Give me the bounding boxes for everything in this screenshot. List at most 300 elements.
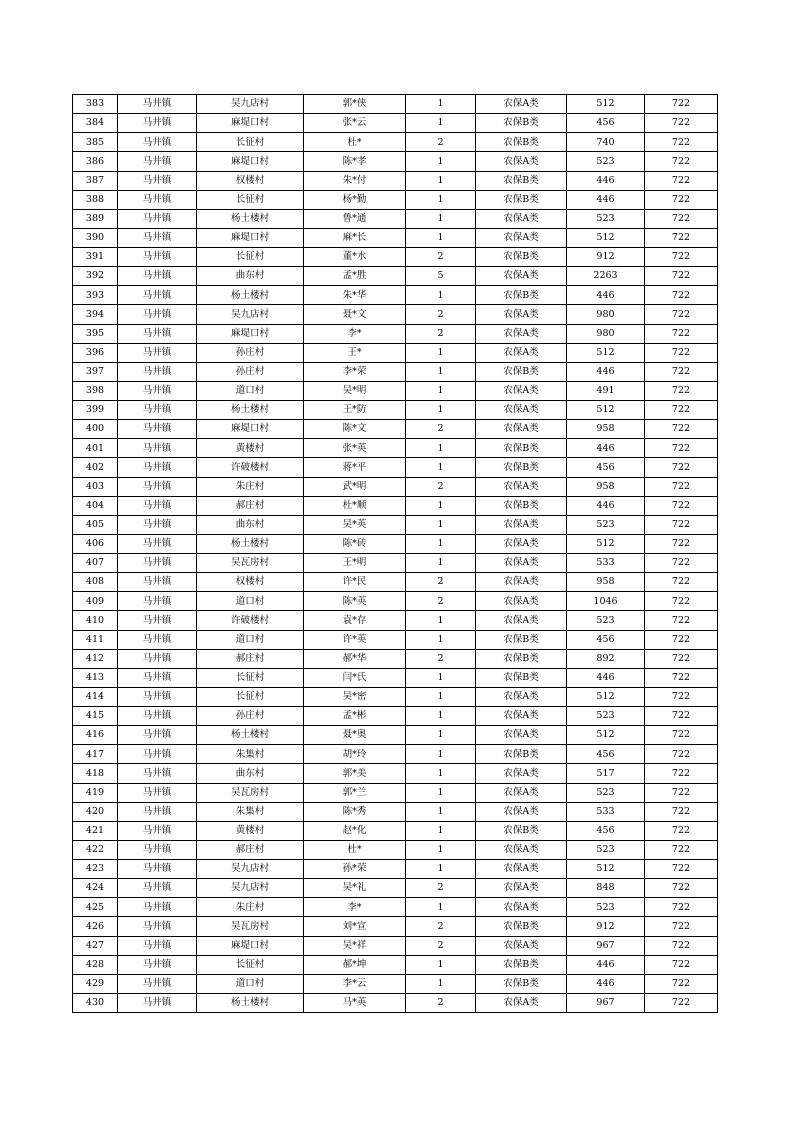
- town-cell: 马井镇: [118, 133, 197, 152]
- town-cell: 马井镇: [118, 458, 197, 477]
- amount-cell: 740: [567, 133, 645, 152]
- standard-cell: 722: [645, 152, 718, 171]
- insurance-category-cell: 农保A类: [476, 592, 567, 611]
- insurance-category-cell: 农保A类: [476, 573, 567, 592]
- name-cell: 李*荣: [304, 362, 406, 381]
- name-cell: 张*英: [304, 439, 406, 458]
- household-size-cell: 2: [406, 592, 476, 611]
- name-cell: 陈*文: [304, 420, 406, 439]
- table-row: [73, 764, 718, 783]
- household-size-cell: 2: [406, 305, 476, 324]
- name-cell: 陈*英: [304, 592, 406, 611]
- amount-cell: 456: [567, 821, 645, 840]
- name-cell: 吴*密: [304, 687, 406, 706]
- name-cell: 蒋*平: [304, 458, 406, 477]
- standard-cell: 722: [645, 668, 718, 687]
- household-size-cell: 1: [406, 95, 476, 114]
- table-row: [73, 305, 718, 324]
- household-size-cell: 1: [406, 611, 476, 630]
- town-cell: 马井镇: [118, 324, 197, 343]
- standard-cell: 722: [645, 936, 718, 955]
- serial-number-cell: 421: [73, 821, 118, 840]
- standard-cell: 722: [645, 840, 718, 859]
- serial-number-cell: 406: [73, 534, 118, 553]
- amount-cell: 958: [567, 477, 645, 496]
- village-cell: 吴瓦房村: [197, 554, 304, 573]
- standard-cell: 722: [645, 343, 718, 362]
- household-size-cell: 1: [406, 860, 476, 879]
- town-cell: 马井镇: [118, 630, 197, 649]
- town-cell: 马井镇: [118, 554, 197, 573]
- serial-number-cell: 418: [73, 764, 118, 783]
- town-cell: 马井镇: [118, 764, 197, 783]
- standard-cell: 722: [645, 477, 718, 496]
- town-cell: 马井镇: [118, 726, 197, 745]
- insurance-category-cell: 农保A类: [476, 726, 567, 745]
- name-cell: 麻*长: [304, 228, 406, 247]
- serial-number-cell: 383: [73, 95, 118, 114]
- table-row: [73, 228, 718, 247]
- insurance-category-cell: 农保A类: [476, 898, 567, 917]
- standard-cell: 722: [645, 821, 718, 840]
- table-row: [73, 592, 718, 611]
- insurance-category-cell: 农保A类: [476, 381, 567, 400]
- table-row: [73, 630, 718, 649]
- village-cell: 杨土楼村: [197, 401, 304, 420]
- serial-number-cell: 397: [73, 362, 118, 381]
- insurance-category-cell: 农保A类: [476, 95, 567, 114]
- town-cell: 马井镇: [118, 649, 197, 668]
- insurance-category-cell: 农保A类: [476, 228, 567, 247]
- town-cell: 马井镇: [118, 439, 197, 458]
- town-cell: 马井镇: [118, 228, 197, 247]
- beneficiary-table: [72, 94, 718, 1013]
- village-cell: 曲东村: [197, 515, 304, 534]
- table-row: [73, 649, 718, 668]
- standard-cell: 722: [645, 362, 718, 381]
- name-cell: 闫*氏: [304, 668, 406, 687]
- insurance-category-cell: 农保A类: [476, 687, 567, 706]
- town-cell: 马井镇: [118, 305, 197, 324]
- village-cell: 杨土楼村: [197, 534, 304, 553]
- table-row: [73, 879, 718, 898]
- name-cell: 武*明: [304, 477, 406, 496]
- village-cell: 朱庄村: [197, 898, 304, 917]
- table-row: [73, 458, 718, 477]
- insurance-category-cell: 农保A类: [476, 420, 567, 439]
- table-row: [73, 745, 718, 764]
- household-size-cell: 1: [406, 955, 476, 974]
- town-cell: 马井镇: [118, 515, 197, 534]
- name-cell: 朱*付: [304, 171, 406, 190]
- village-cell: 孙庄村: [197, 362, 304, 381]
- insurance-category-cell: 农保B类: [476, 496, 567, 515]
- insurance-category-cell: 农保B类: [476, 171, 567, 190]
- serial-number-cell: 413: [73, 668, 118, 687]
- village-cell: 杨土楼村: [197, 286, 304, 305]
- village-cell: 麻堤口村: [197, 936, 304, 955]
- standard-cell: 722: [645, 458, 718, 477]
- amount-cell: 1046: [567, 592, 645, 611]
- insurance-category-cell: 农保A类: [476, 209, 567, 228]
- amount-cell: 512: [567, 860, 645, 879]
- town-cell: 马井镇: [118, 783, 197, 802]
- name-cell: 聂*奥: [304, 726, 406, 745]
- household-size-cell: 2: [406, 248, 476, 267]
- standard-cell: 722: [645, 592, 718, 611]
- amount-cell: 512: [567, 534, 645, 553]
- town-cell: 马井镇: [118, 248, 197, 267]
- table-row: [73, 439, 718, 458]
- standard-cell: 722: [645, 515, 718, 534]
- town-cell: 马井镇: [118, 171, 197, 190]
- name-cell: 鲁*通: [304, 209, 406, 228]
- household-size-cell: 1: [406, 630, 476, 649]
- table-row: [73, 917, 718, 936]
- amount-cell: 523: [567, 152, 645, 171]
- standard-cell: 722: [645, 573, 718, 592]
- village-cell: 麻堤口村: [197, 228, 304, 247]
- village-cell: 杨土楼村: [197, 726, 304, 745]
- name-cell: 李*云: [304, 974, 406, 993]
- household-size-cell: 1: [406, 171, 476, 190]
- household-size-cell: 1: [406, 707, 476, 726]
- serial-number-cell: 428: [73, 955, 118, 974]
- table-row: [73, 343, 718, 362]
- amount-cell: 892: [567, 649, 645, 668]
- standard-cell: 722: [645, 879, 718, 898]
- table-row: [73, 860, 718, 879]
- town-cell: 马井镇: [118, 190, 197, 209]
- town-cell: 马井镇: [118, 707, 197, 726]
- village-cell: 权楼村: [197, 573, 304, 592]
- standard-cell: 722: [645, 133, 718, 152]
- town-cell: 马井镇: [118, 362, 197, 381]
- amount-cell: 456: [567, 114, 645, 133]
- village-cell: 道口村: [197, 592, 304, 611]
- town-cell: 马井镇: [118, 401, 197, 420]
- household-size-cell: 5: [406, 267, 476, 286]
- insurance-category-cell: 农保B类: [476, 974, 567, 993]
- name-cell: 孟*彬: [304, 707, 406, 726]
- household-size-cell: 1: [406, 439, 476, 458]
- table-row: [73, 171, 718, 190]
- insurance-category-cell: 农保B类: [476, 133, 567, 152]
- serial-number-cell: 390: [73, 228, 118, 247]
- amount-cell: 523: [567, 783, 645, 802]
- town-cell: 马井镇: [118, 687, 197, 706]
- serial-number-cell: 387: [73, 171, 118, 190]
- village-cell: 吴九店村: [197, 860, 304, 879]
- village-cell: 长征村: [197, 668, 304, 687]
- serial-number-cell: 419: [73, 783, 118, 802]
- village-cell: 长征村: [197, 955, 304, 974]
- insurance-category-cell: 农保B类: [476, 114, 567, 133]
- household-size-cell: 1: [406, 114, 476, 133]
- household-size-cell: 2: [406, 573, 476, 592]
- insurance-category-cell: 农保A类: [476, 611, 567, 630]
- insurance-category-cell: 农保B类: [476, 649, 567, 668]
- amount-cell: 967: [567, 936, 645, 955]
- town-cell: 马井镇: [118, 286, 197, 305]
- village-cell: 吴瓦房村: [197, 783, 304, 802]
- insurance-category-cell: 农保B类: [476, 286, 567, 305]
- standard-cell: 722: [645, 783, 718, 802]
- household-size-cell: 1: [406, 821, 476, 840]
- town-cell: 马井镇: [118, 420, 197, 439]
- household-size-cell: 1: [406, 764, 476, 783]
- amount-cell: 523: [567, 840, 645, 859]
- household-size-cell: 1: [406, 496, 476, 515]
- town-cell: 马井镇: [118, 974, 197, 993]
- amount-cell: 446: [567, 171, 645, 190]
- table-row: [73, 936, 718, 955]
- table-body: [73, 95, 718, 1013]
- village-cell: 麻堤口村: [197, 152, 304, 171]
- amount-cell: 512: [567, 726, 645, 745]
- standard-cell: 722: [645, 802, 718, 821]
- town-cell: 马井镇: [118, 840, 197, 859]
- standard-cell: 722: [645, 248, 718, 267]
- village-cell: 权楼村: [197, 171, 304, 190]
- insurance-category-cell: 农保A类: [476, 534, 567, 553]
- insurance-category-cell: 农保A类: [476, 879, 567, 898]
- household-size-cell: 2: [406, 324, 476, 343]
- household-size-cell: 1: [406, 783, 476, 802]
- village-cell: 长征村: [197, 133, 304, 152]
- town-cell: 马井镇: [118, 534, 197, 553]
- standard-cell: 722: [645, 420, 718, 439]
- standard-cell: 722: [645, 228, 718, 247]
- serial-number-cell: 389: [73, 209, 118, 228]
- town-cell: 马井镇: [118, 496, 197, 515]
- village-cell: 郝庄村: [197, 649, 304, 668]
- table-row: [73, 687, 718, 706]
- amount-cell: 456: [567, 458, 645, 477]
- name-cell: 陈*秀: [304, 802, 406, 821]
- standard-cell: 722: [645, 114, 718, 133]
- town-cell: 马井镇: [118, 209, 197, 228]
- insurance-category-cell: 农保B类: [476, 917, 567, 936]
- town-cell: 马井镇: [118, 611, 197, 630]
- town-cell: 马井镇: [118, 267, 197, 286]
- serial-number-cell: 420: [73, 802, 118, 821]
- insurance-category-cell: 农保A类: [476, 515, 567, 534]
- serial-number-cell: 411: [73, 630, 118, 649]
- village-cell: 杨土楼村: [197, 993, 304, 1012]
- insurance-category-cell: 农保B类: [476, 668, 567, 687]
- amount-cell: 523: [567, 707, 645, 726]
- standard-cell: 722: [645, 745, 718, 764]
- name-cell: 杜*: [304, 840, 406, 859]
- name-cell: 聂*文: [304, 305, 406, 324]
- town-cell: 马井镇: [118, 477, 197, 496]
- table-row: [73, 477, 718, 496]
- town-cell: 马井镇: [118, 860, 197, 879]
- name-cell: 马*英: [304, 993, 406, 1012]
- household-size-cell: 2: [406, 879, 476, 898]
- insurance-category-cell: 农保A类: [476, 860, 567, 879]
- insurance-category-cell: 农保B类: [476, 630, 567, 649]
- name-cell: 胡*玲: [304, 745, 406, 764]
- standard-cell: 722: [645, 171, 718, 190]
- village-cell: 吴九店村: [197, 879, 304, 898]
- amount-cell: 446: [567, 439, 645, 458]
- serial-number-cell: 412: [73, 649, 118, 668]
- town-cell: 马井镇: [118, 114, 197, 133]
- household-size-cell: 2: [406, 477, 476, 496]
- standard-cell: 722: [645, 993, 718, 1012]
- household-size-cell: 1: [406, 152, 476, 171]
- insurance-category-cell: 农保B类: [476, 745, 567, 764]
- standard-cell: 722: [645, 917, 718, 936]
- table-row: [73, 133, 718, 152]
- name-cell: 陈*砖: [304, 534, 406, 553]
- serial-number-cell: 403: [73, 477, 118, 496]
- insurance-category-cell: 农保B类: [476, 955, 567, 974]
- name-cell: 李*: [304, 898, 406, 917]
- household-size-cell: 1: [406, 343, 476, 362]
- serial-number-cell: 405: [73, 515, 118, 534]
- household-size-cell: 1: [406, 554, 476, 573]
- town-cell: 马井镇: [118, 573, 197, 592]
- town-cell: 马井镇: [118, 592, 197, 611]
- insurance-category-cell: 农保B类: [476, 458, 567, 477]
- table-row: [73, 401, 718, 420]
- household-size-cell: 1: [406, 668, 476, 687]
- standard-cell: 722: [645, 611, 718, 630]
- village-cell: 吴九店村: [197, 95, 304, 114]
- village-cell: 郝庄村: [197, 840, 304, 859]
- village-cell: 长征村: [197, 248, 304, 267]
- table-row: [73, 802, 718, 821]
- name-cell: 朱*华: [304, 286, 406, 305]
- name-cell: 郭*兰: [304, 783, 406, 802]
- table-row: [73, 554, 718, 573]
- household-size-cell: 2: [406, 993, 476, 1012]
- table-row: [73, 534, 718, 553]
- serial-number-cell: 395: [73, 324, 118, 343]
- household-size-cell: 1: [406, 534, 476, 553]
- name-cell: 王*: [304, 343, 406, 362]
- household-size-cell: 1: [406, 840, 476, 859]
- table-row: [73, 821, 718, 840]
- amount-cell: 533: [567, 554, 645, 573]
- standard-cell: 722: [645, 860, 718, 879]
- table-row: [73, 324, 718, 343]
- insurance-category-cell: 农保A类: [476, 401, 567, 420]
- standard-cell: 722: [645, 439, 718, 458]
- village-cell: 孙庄村: [197, 343, 304, 362]
- village-cell: 麻堤口村: [197, 420, 304, 439]
- name-cell: 董*水: [304, 248, 406, 267]
- name-cell: 吴*明: [304, 381, 406, 400]
- serial-number-cell: 424: [73, 879, 118, 898]
- town-cell: 马井镇: [118, 993, 197, 1012]
- household-size-cell: 1: [406, 515, 476, 534]
- amount-cell: 912: [567, 917, 645, 936]
- serial-number-cell: 415: [73, 707, 118, 726]
- standard-cell: 722: [645, 401, 718, 420]
- town-cell: 马井镇: [118, 955, 197, 974]
- amount-cell: 456: [567, 630, 645, 649]
- amount-cell: 523: [567, 898, 645, 917]
- household-size-cell: 1: [406, 687, 476, 706]
- serial-number-cell: 417: [73, 745, 118, 764]
- town-cell: 马井镇: [118, 898, 197, 917]
- table-row: [73, 668, 718, 687]
- standard-cell: 722: [645, 286, 718, 305]
- table-row: [73, 152, 718, 171]
- village-cell: 长征村: [197, 190, 304, 209]
- amount-cell: 512: [567, 95, 645, 114]
- amount-cell: 533: [567, 802, 645, 821]
- insurance-category-cell: 农保A类: [476, 707, 567, 726]
- name-cell: 许*民: [304, 573, 406, 592]
- household-size-cell: 1: [406, 726, 476, 745]
- standard-cell: 722: [645, 496, 718, 515]
- amount-cell: 958: [567, 420, 645, 439]
- serial-number-cell: 414: [73, 687, 118, 706]
- serial-number-cell: 385: [73, 133, 118, 152]
- serial-number-cell: 384: [73, 114, 118, 133]
- serial-number-cell: 404: [73, 496, 118, 515]
- village-cell: 黄楼村: [197, 439, 304, 458]
- insurance-category-cell: 农保A类: [476, 267, 567, 286]
- standard-cell: 722: [645, 974, 718, 993]
- standard-cell: 722: [645, 630, 718, 649]
- table-row: [73, 726, 718, 745]
- name-cell: 吴*英: [304, 515, 406, 534]
- town-cell: 马井镇: [118, 668, 197, 687]
- village-cell: 曲东村: [197, 267, 304, 286]
- serial-number-cell: 394: [73, 305, 118, 324]
- insurance-category-cell: 农保A类: [476, 305, 567, 324]
- town-cell: 马井镇: [118, 917, 197, 936]
- table-row: [73, 420, 718, 439]
- amount-cell: 512: [567, 343, 645, 362]
- table-row: [73, 114, 718, 133]
- household-size-cell: 1: [406, 286, 476, 305]
- insurance-category-cell: 农保A类: [476, 993, 567, 1012]
- name-cell: 赵*化: [304, 821, 406, 840]
- village-cell: 道口村: [197, 974, 304, 993]
- standard-cell: 722: [645, 381, 718, 400]
- village-cell: 黄楼村: [197, 821, 304, 840]
- town-cell: 马井镇: [118, 821, 197, 840]
- serial-number-cell: 392: [73, 267, 118, 286]
- table-row: [73, 707, 718, 726]
- standard-cell: 722: [645, 209, 718, 228]
- serial-number-cell: 426: [73, 917, 118, 936]
- table-row: [73, 381, 718, 400]
- table-row: [73, 190, 718, 209]
- insurance-category-cell: 农保A类: [476, 343, 567, 362]
- village-cell: 许破楼村: [197, 458, 304, 477]
- name-cell: 郝*华: [304, 649, 406, 668]
- table-row: [73, 362, 718, 381]
- standard-cell: 722: [645, 955, 718, 974]
- amount-cell: 446: [567, 286, 645, 305]
- name-cell: 王*明: [304, 554, 406, 573]
- serial-number-cell: 423: [73, 860, 118, 879]
- village-cell: 朱庄村: [197, 477, 304, 496]
- amount-cell: 512: [567, 401, 645, 420]
- insurance-category-cell: 农保A类: [476, 554, 567, 573]
- household-size-cell: 1: [406, 802, 476, 821]
- serial-number-cell: 427: [73, 936, 118, 955]
- standard-cell: 722: [645, 190, 718, 209]
